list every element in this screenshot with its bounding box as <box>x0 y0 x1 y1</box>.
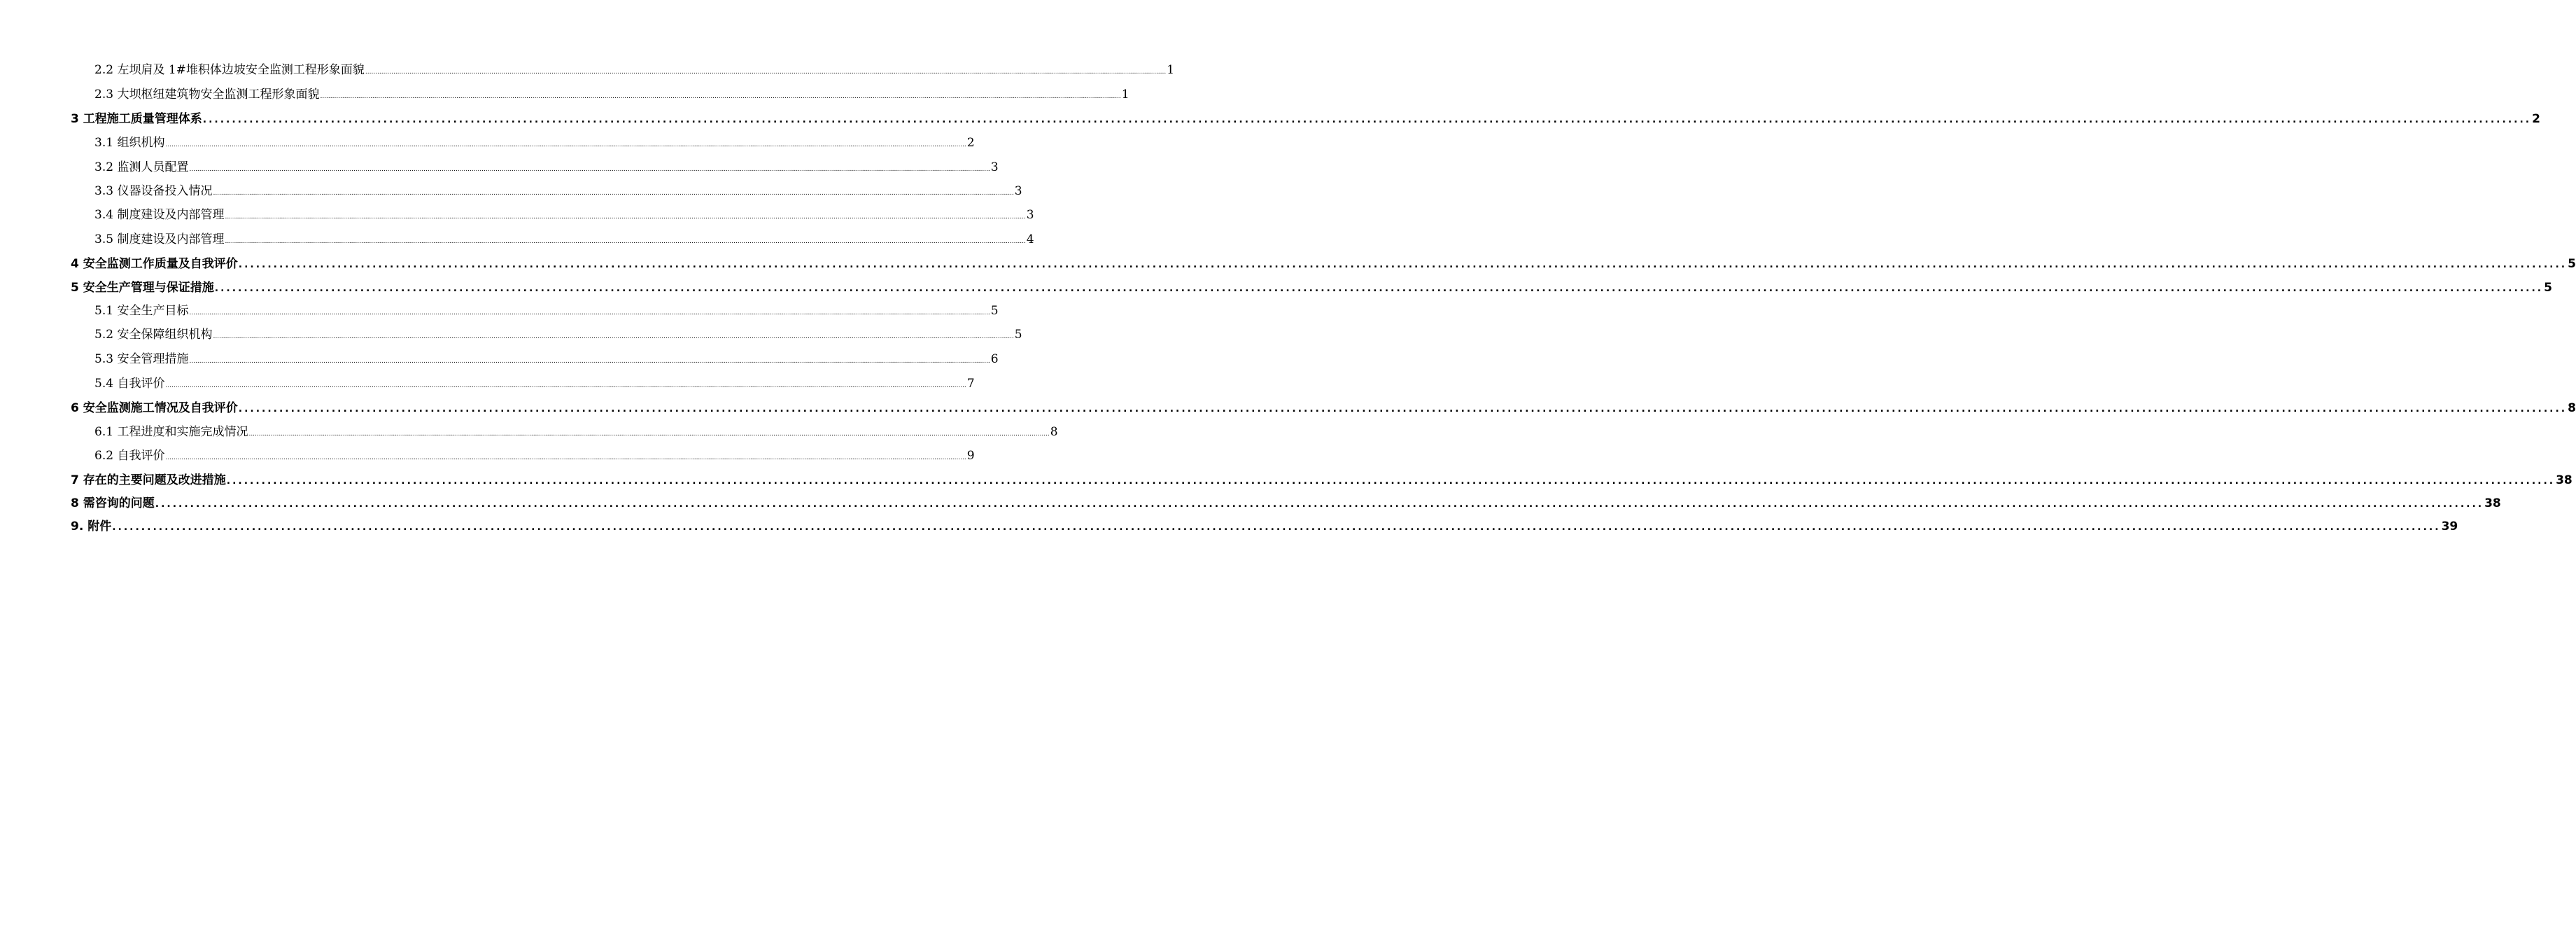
toc-leader-dots: ................................................................................................................................................................................................................................................................................................................................................................................................................ <box>165 454 966 461</box>
toc-leader-dots: ................................................................................................................................................................................................................................................................................................................................................................................................................ <box>213 333 1014 340</box>
toc-page-number: 8 <box>1050 425 1058 439</box>
toc-entry-title: 9. 附件 <box>71 520 112 534</box>
toc-entry-chapter[interactable] <box>71 279 2552 297</box>
toc-page-number: 2 <box>966 136 975 150</box>
toc-page-number: 4 <box>1026 232 1034 246</box>
toc-page-number: 7 <box>966 377 975 391</box>
toc-page-number: 3 <box>1026 208 1034 222</box>
toc-entry-section[interactable] <box>94 158 999 176</box>
toc-entry-section[interactable] <box>94 61 1175 79</box>
toc-entry-chapter[interactable] <box>71 517 2458 536</box>
toc-entry-chapter[interactable] <box>71 255 2576 273</box>
toc-leader-dots: ................................................................................................................................................................................................................................................................................................................................................................................................................ <box>155 499 2484 510</box>
toc-entry-section[interactable] <box>94 230 1034 249</box>
toc-entry-section[interactable] <box>94 375 975 393</box>
toc-leader-dots: ................................................................................................................................................................................................................................................................................................................................................................................................................ <box>225 238 1026 245</box>
toc-entry-title: 2.2 左坝肩及 1#堆积体边坡安全监测工程形象面貌 <box>94 63 365 77</box>
toc-entry-title: 3.4 制度建设及内部管理 <box>94 208 225 222</box>
toc-entry-section[interactable] <box>94 85 1129 104</box>
toc-page-number: 5 <box>2568 257 2576 271</box>
toc-leader-dots: ................................................................................................................................................................................................................................................................................................................................................................................................................ <box>320 93 1121 100</box>
toc-entry-chapter[interactable] <box>71 494 2501 513</box>
toc-entry-title: 3 工程施工质量管理体系 <box>71 112 202 126</box>
toc-entry-section[interactable] <box>94 350 999 368</box>
toc-entry-title: 4 安全监测工作质量及自我评价 <box>71 257 238 271</box>
toc-entry-title: 5.2 安全保障组织机构 <box>94 328 213 342</box>
toc-leader-dots: ................................................................................................................................................................................................................................................................................................................................................................................................................ <box>238 259 2568 270</box>
toc-leader-dots: ................................................................................................................................................................................................................................................................................................................................................................................................................ <box>365 69 1167 76</box>
toc-leader-dots: ................................................................................................................................................................................................................................................................................................................................................................................................................ <box>165 382 966 389</box>
toc-page-number: 1 <box>1121 88 1129 102</box>
toc-page-number: 5 <box>2544 281 2552 295</box>
toc-entry-title: 3.5 制度建设及内部管理 <box>94 232 225 246</box>
toc-entry-title: 3.2 监测人员配置 <box>94 160 189 174</box>
toc-entry-title: 8 需咨询的问题 <box>71 496 155 510</box>
toc-page-number: 8 <box>2568 401 2576 415</box>
toc-entry-section[interactable] <box>94 302 999 320</box>
toc-leader-dots: ................................................................................................................................................................................................................................................................................................................................................................................................................ <box>226 475 2556 487</box>
toc-leader-dots: ................................................................................................................................................................................................................................................................................................................................................................................................................ <box>248 431 1050 438</box>
toc-entry-title: 3.3 仪器设备投入情况 <box>94 184 213 198</box>
toc-entry-chapter[interactable] <box>71 471 2573 489</box>
toc-entry-section[interactable] <box>94 423 1058 441</box>
toc-leader-dots: ................................................................................................................................................................................................................................................................................................................................................................................................................ <box>202 114 2532 125</box>
toc-leader-dots: ................................................................................................................................................................................................................................................................................................................................................................................................................ <box>213 190 1014 197</box>
toc-page-number: 6 <box>990 352 999 366</box>
toc-entry-title: 2.3 大坝枢纽建筑物安全监测工程形象面貌 <box>94 88 320 102</box>
toc-leader-dots: ................................................................................................................................................................................................................................................................................................................................................................................................................ <box>225 214 1026 221</box>
toc-entry-title: 5.1 安全生产目标 <box>94 304 189 318</box>
toc-entry-title: 5.4 自我评价 <box>94 377 165 391</box>
toc-page-number: 2 <box>2532 112 2540 126</box>
toc-entry-section[interactable] <box>94 134 975 152</box>
toc-entry-section[interactable] <box>94 206 1034 224</box>
toc-page-number: 5 <box>1014 328 1022 342</box>
toc-entry-title: 6.2 自我评价 <box>94 449 165 463</box>
toc-leader-dots: ................................................................................................................................................................................................................................................................................................................................................................................................................ <box>112 522 2441 533</box>
toc-page-number: 3 <box>990 160 999 174</box>
toc-entry-title: 6.1 工程进度和实施完成情况 <box>94 425 248 439</box>
toc-entry-section[interactable] <box>94 326 1022 344</box>
toc-entry-chapter[interactable] <box>71 399 2576 417</box>
toc-leader-dots: ................................................................................................................................................................................................................................................................................................................................................................................................................ <box>238 403 2568 414</box>
toc-page-number: 3 <box>1014 184 1022 198</box>
toc-page-number: 38 <box>2484 496 2501 510</box>
toc-leader-dots: ................................................................................................................................................................................................................................................................................................................................................................................................................ <box>165 141 966 148</box>
toc-entry-chapter[interactable] <box>71 110 2540 128</box>
toc-entry-section[interactable] <box>94 182 1022 200</box>
toc-page-number: 39 <box>2441 520 2458 534</box>
toc-entry-title: 6 安全监测施工情况及自我评价 <box>71 401 238 415</box>
toc-entry-title: 5 安全生产管理与保证措施 <box>71 281 214 295</box>
toc-entry-section[interactable] <box>94 447 975 465</box>
toc-entry-title: 3.1 组织机构 <box>94 136 165 150</box>
toc-leader-dots: ................................................................................................................................................................................................................................................................................................................................................................................................................ <box>189 166 990 173</box>
toc-leader-dots: ................................................................................................................................................................................................................................................................................................................................................................................................................ <box>189 358 990 365</box>
toc-entry-title: 5.3 安全管理措施 <box>94 352 189 366</box>
toc-page-number: 5 <box>990 304 999 318</box>
toc-page-number: 9 <box>966 449 975 463</box>
toc-leader-dots: ................................................................................................................................................................................................................................................................................................................................................................................................................ <box>189 309 990 316</box>
toc-entry-title: 7 存在的主要问题及改进措施 <box>71 473 226 487</box>
toc-page-number: 38 <box>2556 473 2573 487</box>
toc-page-number: 1 <box>1167 63 1175 77</box>
toc-leader-dots: ................................................................................................................................................................................................................................................................................................................................................................................................................ <box>214 283 2544 294</box>
